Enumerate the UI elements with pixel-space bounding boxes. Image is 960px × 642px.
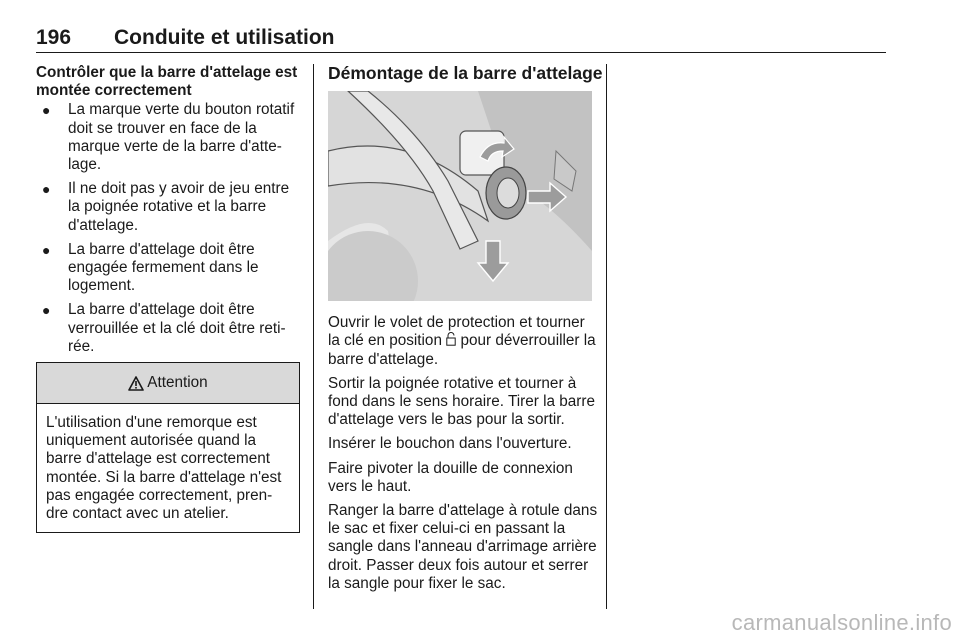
page-number: 196 — [36, 26, 72, 49]
unlock-padlock-icon — [446, 332, 456, 346]
bullet-icon: ● — [42, 102, 51, 119]
check-subheading: Contrôler que la barre d'attelage est montée correctement — [36, 64, 298, 100]
chapter-title: Conduite et utilisation — [114, 26, 335, 49]
left-column — [36, 64, 300, 533]
list-item: ● La marque verte du bouton rotatif doit se trouver en face de la marque verte de la barre d'atte-lage. — [42, 101, 295, 174]
towbar-illustration-svg — [328, 91, 592, 301]
warning-triangle-icon — [128, 376, 144, 391]
watermark: carmanualsonline.info — [731, 610, 952, 635]
attention-text: L'utilisation d'une remorque est uniquement autorisée quand la barre d'attelage est correctement montée. Si la barre d'attelage n'est pas engagée correctement, pren-dre contact avec un atelier. — [46, 414, 282, 523]
attention-title: Attention — [147, 373, 208, 391]
instruction-paragraph: Ranger la barre d'attelage à rotule dans le sac et fixer celui-ci en passant la sangle dans l'anneau d'arrimage arrière droit. Passer deux fois autour et serrer la sangle pour fixer le sac. — [328, 502, 598, 592]
bullet-icon: ● — [42, 241, 51, 258]
bullet-icon: ● — [42, 181, 51, 198]
bullet-icon: ● — [42, 302, 51, 319]
list-item: ● La barre d'attelage doit être verrouillée et la clé doit être reti-rée. — [42, 301, 286, 355]
removal-instructions — [328, 314, 598, 593]
instruction-paragraph: Sortir la poignée rotative et tourner à fond dans le sens horaire. Tirer la barre d'attelage vers le bas pour la sortir. — [328, 374, 595, 429]
towbar-removal-illustration — [328, 91, 592, 301]
right-column — [328, 63, 603, 599]
list-item: ● La barre d'attelage doit être engagée fermement dans le logement. — [42, 240, 259, 295]
check-list — [36, 101, 300, 356]
page-header — [36, 26, 886, 53]
instruction-paragraph: Insérer le bouchon dans l'ouverture. — [328, 435, 572, 453]
attention-box — [36, 362, 300, 533]
column-divider-right — [606, 64, 607, 609]
column-divider-left — [313, 64, 314, 609]
instruction-paragraph: Faire pivoter la douille de connexion vers le haut. — [328, 459, 573, 495]
section-heading: Démontage de la barre d'attelage — [328, 63, 603, 83]
instruction-paragraph: Ouvrir le volet de protection et tourner la clé en position pour déverrouiller la barre d'attelage. — [328, 314, 596, 368]
list-item: ● Il ne doit pas y avoir de jeu entre la poignée rotative et la barre d'attelage. — [42, 180, 290, 234]
attention-header — [37, 363, 299, 404]
